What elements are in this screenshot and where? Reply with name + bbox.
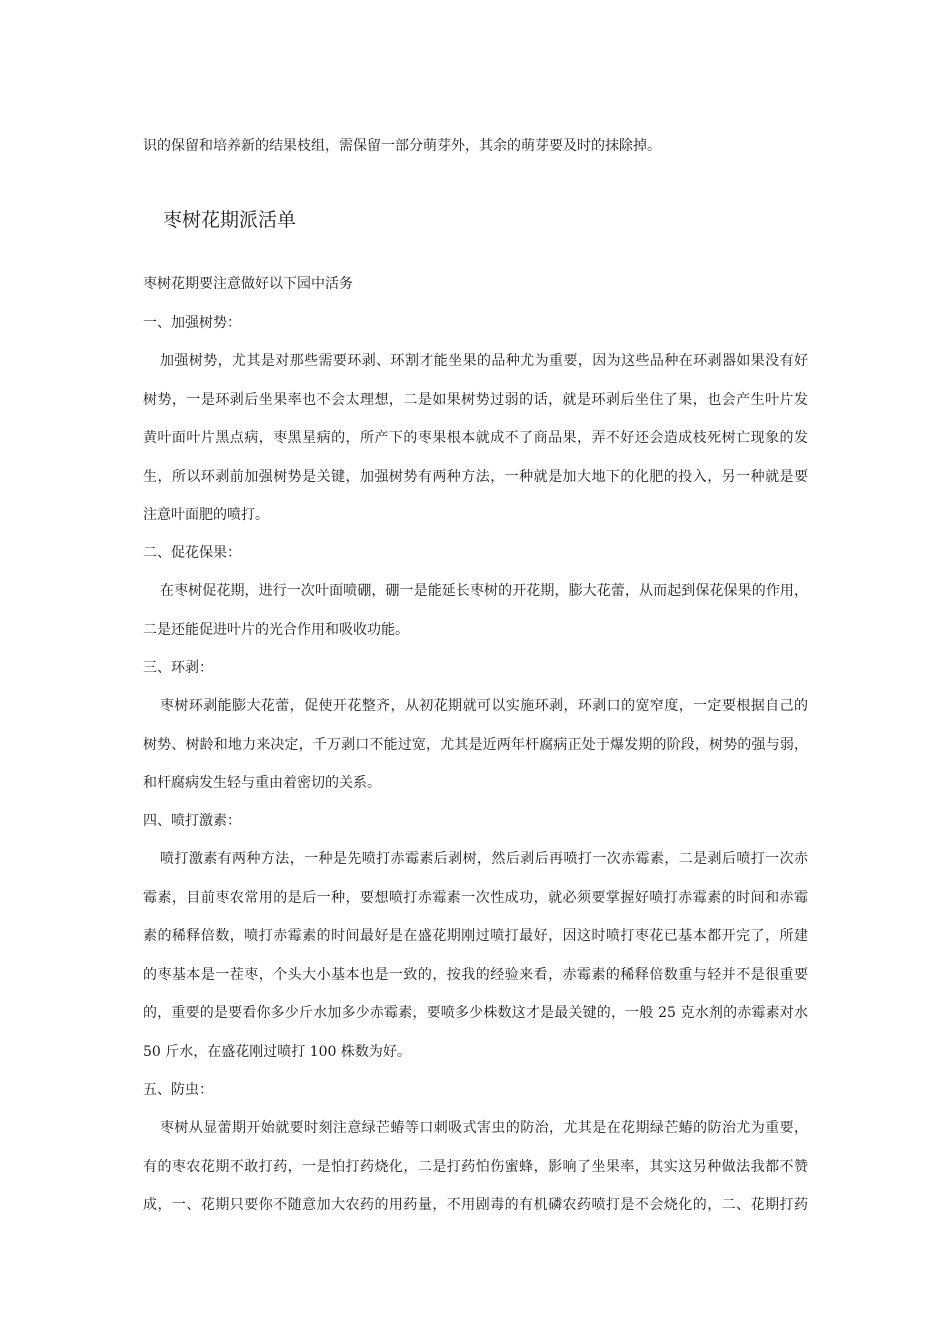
- paragraph-line: 和杆腐病发生轻与重由着密切的关系。: [143, 775, 381, 791]
- section-heading-2: 二、促花保果：: [143, 545, 241, 561]
- paragraph-line: 枣树环剥能膨大花蕾，促使开花整齐，从初花期就可以实施环剥，环剥口的宽窄度，一定要根据自己的: [160, 698, 808, 714]
- paragraph-line: 有的枣农花期不敢打药，一是怕打药烧化，二是打药怕伤蜜蜂，影响了坐果率，其实这另种做法我都不赞: [143, 1159, 808, 1175]
- section-heading-3: 三、环剥：: [143, 660, 213, 676]
- paragraph-line: 二是还能促进叶片的光合作用和吸收功能。: [143, 622, 409, 638]
- paragraph-line: 在枣树促花期，进行一次叶面喷硼，硼一是能延长枣树的开花期，膨大花蕾，从而起到保花保果的作用，: [160, 583, 808, 599]
- paragraph-line: 的枣基本是一茬枣，个头大小基本也是一致的，按我的经验来看，赤霉素的稀释倍数重与轻并不是很重要: [143, 967, 808, 983]
- paragraph-line: 枣树从显蕾期开始就要时刻注意绿芒蝽等口刺吸式害虫的防治，尤其是在花期绿芒蝽的防治尤为重要，: [160, 1120, 808, 1136]
- continuation-line: 识的保留和培养新的结果枝组，需保留一部分萌芽外，其余的萌芽要及时的抹除掉。: [143, 138, 661, 154]
- paragraph-line: 树势、树龄和地力来决定，千万剥口不能过宽，尤其是近两年杆腐病正处于爆发期的阶段，树势的强与弱，: [143, 737, 808, 753]
- paragraph-line: 50 斤水，在盛花刚过喷打 100 株数为好。: [143, 1044, 411, 1060]
- paragraph-line: 喷打激素有两种方法，一种是先喷打赤霉素后剥树，然后剥后再喷打一次赤霉素，二是剥后喷打一次赤: [160, 851, 808, 867]
- paragraph-line: 注意叶面肥的喷打。: [143, 507, 269, 523]
- paragraph-line: 黄叶面叶片黑点病，枣黑星病的，所产下的枣果根本就成不了商品果，弄不好还会造成枝死树亡现象的发: [143, 430, 808, 446]
- section-heading-5: 五、防虫：: [143, 1082, 213, 1098]
- paragraph-line: 霉素，目前枣农常用的是后一种，要想喷打赤霉素一次性成功，就必须要掌握好喷打赤霉素的时间和赤霉: [143, 890, 808, 906]
- paragraph-line: 素的稀释倍数，喷打赤霉素的时间最好是在盛花期刚过喷打最好，因这时喷打枣花已基本都开完了，所建: [143, 928, 808, 944]
- section-heading-1: 一、加强树势：: [143, 315, 241, 331]
- section-heading-4: 四、喷打激素：: [143, 813, 241, 829]
- paragraph-line: 生，所以环剥前加强树势是关键，加强树势有两种方法，一种就是加大地下的化肥的投入，另一种就是要: [143, 469, 808, 485]
- paragraph-line: 树势，一是环剥后坐果率也不会太理想，二是如果树势过弱的话，就是环剥后坐住了果，也会产生叶片发: [143, 392, 808, 408]
- document-title: 枣树花期派活单: [163, 209, 297, 231]
- intro-line: 枣树花期要注意做好以下园中活务: [143, 276, 353, 292]
- paragraph-line: 成，一、花期只要你不随意加大农药的用药量，不用剧毒的有机磷农药喷打是不会烧化的，二、花期打药: [143, 1197, 808, 1213]
- paragraph-line: 加强树势，尤其是对那些需要环剥、环割才能坐果的品种尤为重要，因为这些品种在环剥器如果没有好: [160, 353, 808, 369]
- paragraph-line: 的，重要的是要看你多少斤水加多少赤霉素，要喷多少株数这才是最关键的，一般 25 克水剂的赤霉素对水: [143, 1005, 808, 1021]
